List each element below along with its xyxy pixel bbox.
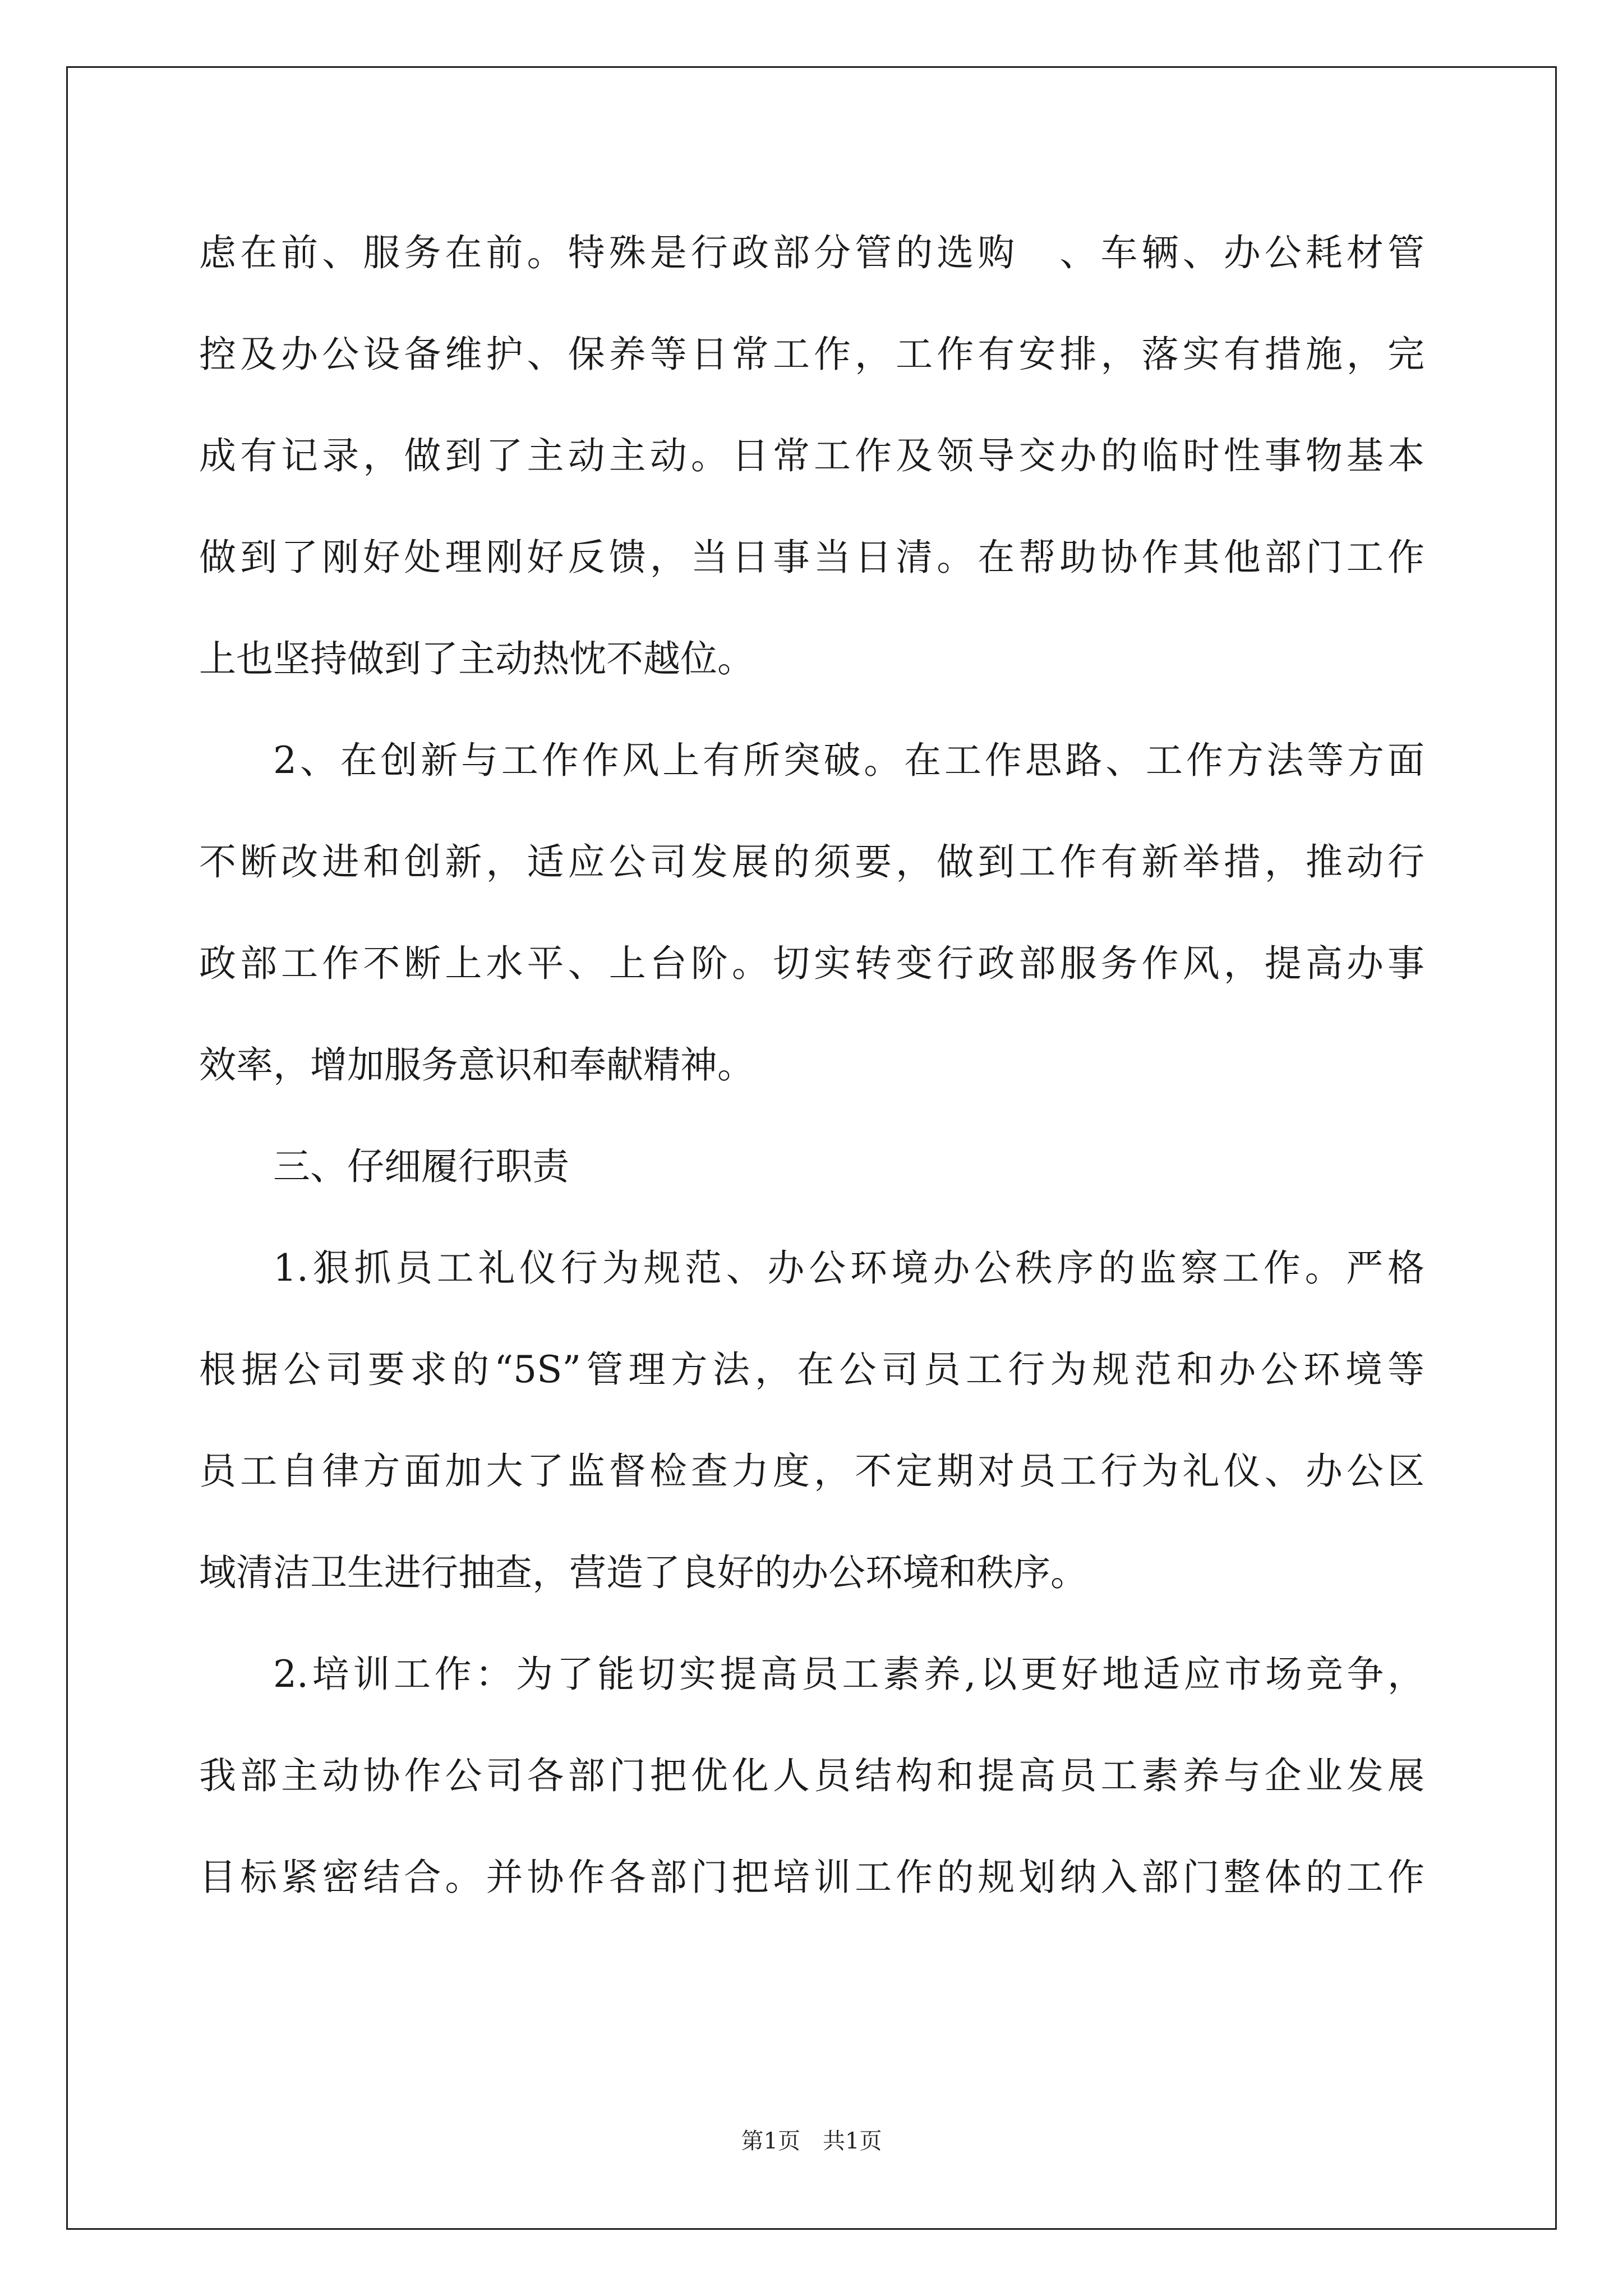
text-line: 政部工作不断上水平、上台阶。切实转变行政部服务作风，提高办事 bbox=[199, 942, 1424, 985]
text-line: 成有记录，做到了主动主动。日常工作及领导交办的临时性事物基本 bbox=[199, 434, 1424, 477]
text-line: 目标紧密结合。并协作各部门把培训工作的规划纳入部门整体的工作 bbox=[199, 1856, 1424, 1899]
page-total: 共1页 bbox=[823, 2128, 882, 2154]
text-line: 2、在创新与工作作风上有所突破。在工作思路、工作方法等方面 bbox=[273, 739, 1424, 782]
text-line: 上也坚持做到了主动热忱不越位。 bbox=[199, 637, 754, 680]
text-line: 域清洁卫生进行抽查，营造了良好的办公环境和秩序。 bbox=[199, 1551, 1087, 1594]
text-line: 我部主动协作公司各部门把优化人员结构和提高员工素养与企业发展 bbox=[199, 1754, 1424, 1797]
text-line: 效率，增加服务意识和奉献精神。 bbox=[199, 1043, 754, 1087]
text-line: 虑在前、服务在前。特殊是行政部分管的选购 、车辆、办公耗材管 bbox=[199, 231, 1424, 274]
page-number: 第1页 bbox=[741, 2128, 800, 2154]
text-line: 做到了刚好处理刚好反馈，当日事当日清。在帮助协作其他部门工作 bbox=[199, 536, 1424, 579]
text-line: 根据公司要求的“5S”管理方法，在公司员工行为规范和办公环境等 bbox=[199, 1348, 1424, 1391]
page-footer bbox=[0, 2124, 1623, 2158]
section-heading: 三、仔细履行职责 bbox=[273, 1145, 569, 1188]
text-line: 2.培训工作：为了能切实提高员工素养,以更好地适应市场竞争， bbox=[273, 1653, 1424, 1696]
text-line: 控及办公设备维护、保养等日常工作，工作有安排，落实有措施，完 bbox=[199, 333, 1424, 376]
text-line: 员工自律方面加大了监督检查力度，不定期对员工行为礼仪、办公区 bbox=[199, 1450, 1424, 1493]
document-body bbox=[199, 202, 1424, 1928]
text-line: 不断改进和创新，适应公司发展的须要，做到工作有新举措，推动行 bbox=[199, 840, 1424, 884]
text-line: 1.狠抓员工礼仪行为规范、办公环境办公秩序的监察工作。严格 bbox=[273, 1246, 1424, 1290]
